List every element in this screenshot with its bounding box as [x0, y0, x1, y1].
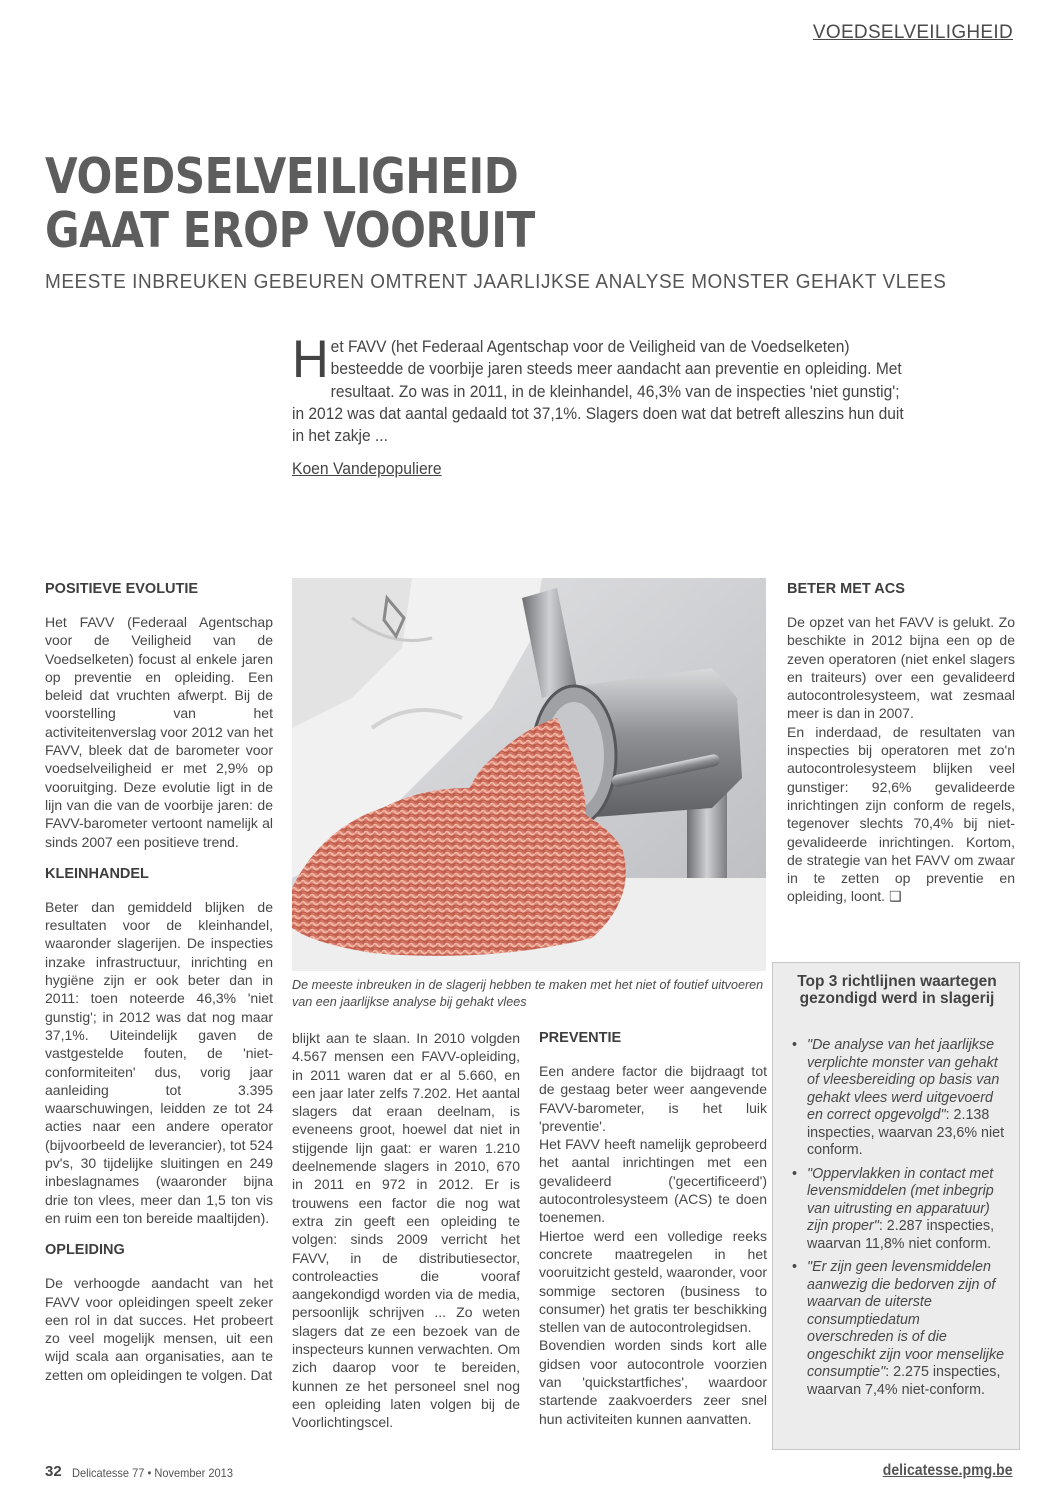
text-beter-met-acs-2: [787, 723, 1015, 906]
column-1: [45, 580, 273, 1384]
intro-text: et FAVV (het Federaal Agentschap voor de Veiligheid van de Voedselketen) besteedde de voorbije jaren steeds meer aandacht aan preventie en opleiding. Met resultaat. Zo was in 2011, in de kleinhandel, 46,3% van de inspecties 'niet gunstig'; in 2012 was dat aantal gedaald tot 37,1%. Slagers doen wat dat betreft alleszins hun duit in het zakje ...: [292, 338, 904, 446]
heading-beter-met-acs: BETER MET ACS: [787, 581, 905, 597]
end-mark-icon: ❑: [888, 888, 902, 905]
heading-positieve-evolutie: POSITIEVE EVOLUTIE: [45, 581, 199, 597]
title-line-2: GAAT EROP VOORUIT: [45, 202, 535, 259]
sidebar-list: [792, 1037, 1010, 1405]
article-subtitle: MEESTE INBREUKEN GEBEUREN OMTRENT JAARLIJKSE ANALYSE MONSTER GEHAKT VLEES: [45, 270, 947, 293]
article-title: [45, 150, 733, 258]
list-item-stats: : 2.287 inspecties, waarvan 11,8% niet conform.: [807, 1218, 995, 1252]
text-preventie-1: Een andere factor die bijdraagt tot de gestaag beter weer aangevende FAVV-barometer, is het luik 'preventie'.: [539, 1063, 767, 1134]
text-preventie-3: Hiertoe werd een volledige reeks concrete maatregelen in het vooruitzicht gesteld, waaronder, voor sommige sectoren (business to consumer) het gratis ter beschikking stellen van de autocontrolegidsen.: [539, 1227, 768, 1336]
sidebar-box: [772, 962, 1020, 1450]
heading-opleiding: OPLEIDING: [45, 1242, 125, 1259]
list-item-stats: : 2.138 inspecties, waarvan 23,6% niet conform.: [807, 1107, 1005, 1158]
text-kleinhandel: Beter dan gemiddeld blijken de resultaten voor de kleinhandel, waaronder slagerijen. De inspecties inzake infrastructuur, inrichting en hygiëne zijn er ook beter dan in 2011: toen noteerde 46,3% 'niet gunstig'; in 2012 was dat nog maar 37,1%. Uiteindelijk gaven de vastgestelde fouten, de 'niet-conformiteiten' dus, vorig jaar aanleiding tot 3.395 waarschuwingen, leidden ze tot 24 acties naar een andere operator (bijvoorbeeld de leverancier), tot 524 pv's, 30 tijdelijke sluitingen en 249 inbeslagnames (waaronder bijna drie ton vlees, meer dan 1,5 ton vis en ruim een ton bereide maaltijden).: [45, 898, 273, 1226]
meat-grinder-illustration: [292, 578, 766, 971]
website-link[interactable]: delicatesse.pmg.be: [883, 1462, 1013, 1479]
text-beter-met-acs-1: De opzet van het FAVV is gelukt. Zo beschikte in 2012 bijna een op de zeven operatoren (niet enkel slagers en traiteurs) over een gevalideerd autocontrolesysteem, wat zesmaal meer is dan in 2007.: [787, 614, 1015, 722]
column-2: [292, 1029, 520, 1432]
list-item: [792, 1165, 1010, 1254]
text-positieve-evolutie: Het FAVV (Federaal Agentschap voor de Veiligheid van de Voedselketen) focust al enkele jaren op preventie en opleiding. Een beleid dat vruchten afwerpt. Bij de voorstelling van het activiteitenverslag voor 2012 van het FAVV, bleek dat de barometer voor voedselveiligheid er met 2,9% op vooruitging. Deze evolutie ligt in de lijn van die van de voorbije jaren: de FAVV-barometer vertoont namelijk al sinds 2007 een positieve trend.: [45, 614, 273, 850]
bullet-icon: •: [792, 1165, 798, 1182]
list-item: [792, 1259, 1010, 1399]
list-item-quote: "Oppervlakken in contact met levensmiddelen (met inbegrip van uitrusting en apparatuur) zijn proper": [807, 1165, 994, 1234]
photo-caption: De meeste inbreuken in de slagerij hebben te maken met het niet of foutief uitvoeren van een jaarlijkse analyse bij gehakt vlees: [292, 978, 764, 1009]
text-opleiding: De verhoogde aandacht van het FAVV voor opleidingen speelt zeker een rol in dat succes. Het probeert zo veel mogelijk mensen, uit een wijd scala aan organisaties, aan te zetten om opleidingen te volgen. Dat: [45, 1275, 273, 1383]
text-beter-met-acs-2-body: En inderdaad, de resultaten van inspecties bij operatoren met zo'n autocontrolesysteem blijken veel gunstiger: 92,6% gevalideerde inrichtingen zijn conform de regels, tegenover slechts 70,4% bij niet-gevalideerde inrichtingen. Kortom, de strategie van het FAVV om zwaar in te zetten op preventie en opleiding, loont.: [787, 723, 1015, 905]
text-opleiding-continued: blijkt aan te slaan. In 2010 volgden 4.567 mensen een FAVV-opleiding, in 2011 waren dat er al 5.660, en een jaar later zelfs 7.202. Het aantal slagers dat eraan deelnam, is eveneens groot, hoewel dat niet in stijgende lijn gaat: er waren 1.210 deelnemende slagers in 2010, 670 in 2011 en 972 in 2012. Er is trouwens een factor die nog wat extra zin geeft een opleiding te volgen: sinds 2009 verricht het FAVV, in de distributiesector, controleacties die vooraf aangekondigd worden via de media, persoonlijk schrijven ... Zo weten slagers dat ze een bezoek van de inspecteurs kunnen verwachten. Om zich daarop voor te bereiden, kunnen ze het personeel snel nog een opleiding laten volgen bij de Voorlichtingscel.: [292, 1030, 520, 1431]
list-item-quote: "Er zijn geen levensmiddelen aanwezig die bedorven zijn of waarvan de uiterste consumptiedatum overschreden is of die ongeschikt zijn voor menselijke consumptie": [807, 1259, 1005, 1380]
column-3: [539, 1029, 767, 1428]
column-4: [787, 580, 1015, 906]
meat-grinder-photo: [292, 578, 766, 971]
intro-paragraph: [292, 330, 906, 447]
drop-cap: H: [292, 330, 329, 389]
page-number: 32: [45, 1463, 62, 1480]
text-preventie-4: Bovendien worden sinds kort alle gidsen voor autocontrole voorzien van 'quickstartfiches', waardoor startende zaakvoerders zeer snel hun activiteiten kunnen aanvatten.: [539, 1337, 767, 1427]
list-item: [792, 1037, 1010, 1160]
heading-kleinhandel: KLEINHANDEL: [45, 865, 149, 882]
issue-info: Delicatesse 77 • November 2013: [72, 1466, 233, 1480]
bullet-icon: •: [792, 1037, 798, 1053]
bullet-icon: •: [792, 1259, 798, 1275]
list-item-stats: : 2.275 inspecties, waarvan 7,4% niet-conform.: [807, 1364, 1001, 1398]
sidebar-title: Top 3 richtlijnen waartegen gezondigd werd in slagerij: [797, 973, 997, 1007]
heading-preventie: PREVENTIE: [539, 1030, 622, 1046]
section-label: VOEDSELVEILIGHEID: [812, 22, 1013, 43]
author-byline: Koen Vandepopuliere: [292, 460, 442, 478]
list-item-quote: "De analyse van het jaarlijkse verplichte monster van gehakt of vleesbereiding op basis van gehakt vlees werd uitgevoerd en correct opgevolgd": [807, 1037, 1000, 1123]
title-line-1: VOEDSELVEILIGHEID: [45, 148, 519, 205]
text-preventie-2: Het FAVV heeft namelijk geprobeerd het aantal inrichtingen met een gevalideerd ('gecertificeerd') autocontrolesysteem (ACS) te doen toenemen.: [539, 1136, 767, 1226]
